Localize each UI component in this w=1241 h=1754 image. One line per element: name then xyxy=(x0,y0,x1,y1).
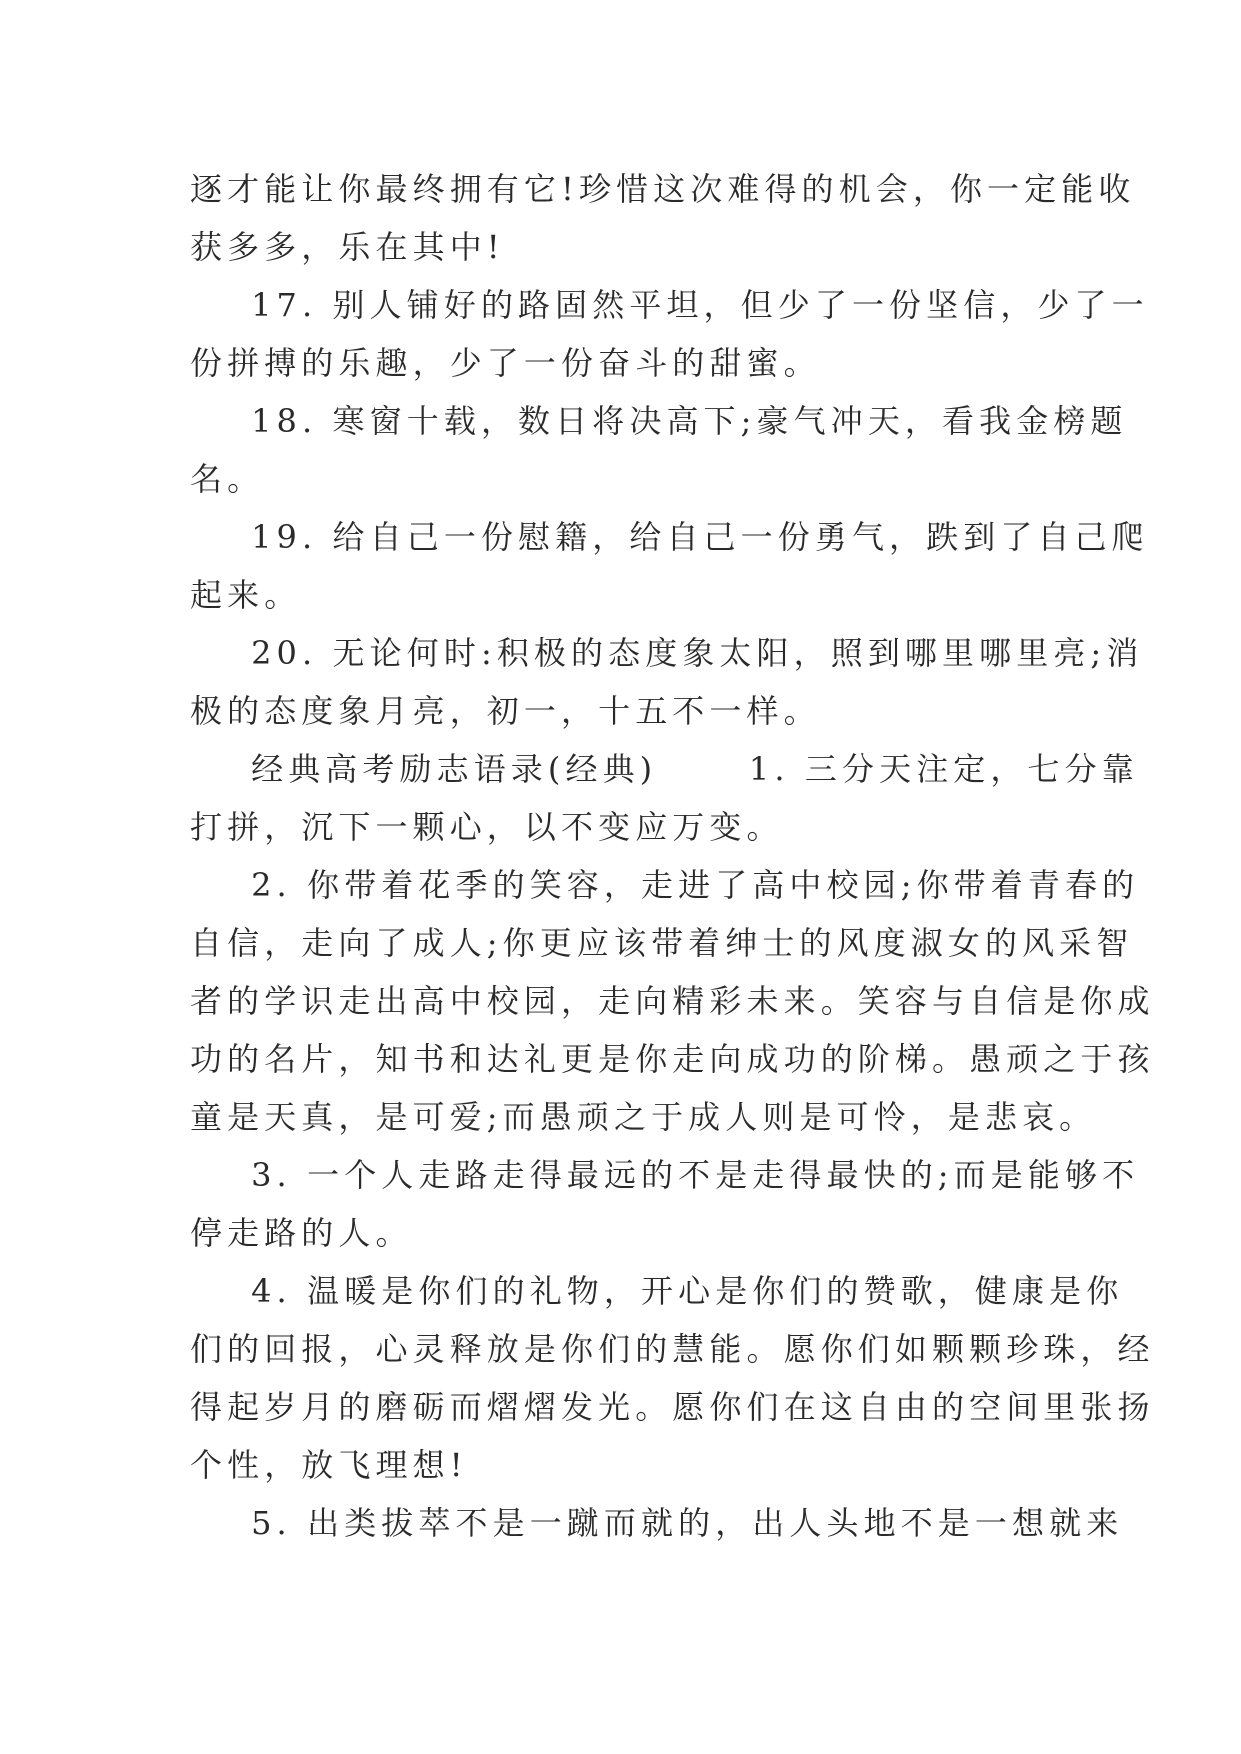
text-line: 3. 一个人走路走得最远的不是走得最快的;而是能够不 xyxy=(190,1156,1140,1194)
text-line: 起来。 xyxy=(190,576,302,614)
text-line: 功的名片，知书和达礼更是你走向成功的阶梯。愚顽之于孩 xyxy=(190,1040,1155,1078)
document-body xyxy=(190,160,1155,1552)
text-line: 2. 你带着花季的笑容，走进了高中校园;你带着青春的 xyxy=(190,866,1140,904)
text-line: 停走路的人。 xyxy=(190,1214,413,1252)
text-line: 名。 xyxy=(190,460,265,498)
text-line: 5. 出类拔萃不是一蹴而就的，出人头地不是一想就来 xyxy=(190,1504,1124,1542)
text-line: 逐才能让你最终拥有它!珍惜这次难得的机会，你一定能收 xyxy=(190,170,1136,208)
text-line: 个性，放飞理想! xyxy=(190,1446,468,1484)
text-line: 者的学识走出高中校园，走向精彩未来。笑容与自信是你成 xyxy=(190,982,1155,1020)
text-line: 18. 寒窗十载，数日将决高下;豪气冲天，看我金榜题 xyxy=(190,402,1128,440)
text-line: 自信，走向了成人;你更应该带着绅士的风度淑女的风采智 xyxy=(190,924,1134,962)
text-line: 20. 无论何时:积极的态度象太阳，照到哪里哪里亮;消 xyxy=(190,634,1144,672)
text-line: 们的回报，心灵释放是你们的慧能。愿你们如颗颗珍珠，经 xyxy=(190,1330,1155,1368)
text-line: 极的态度象月亮，初一，十五不一样。 xyxy=(190,692,821,730)
text-line: 打拼，沉下一颗心，以不变应万变。 xyxy=(190,808,784,846)
text-line: 得起岁月的磨砺而熠熠发光。愿你们在这自由的空间里张扬 xyxy=(190,1388,1155,1426)
text-line: 17. 别人铺好的路固然平坦，但少了一份坚信，少了一 xyxy=(190,286,1149,324)
text-line: 童是天真，是可爱;而愚顽之于成人则是可怜，是悲哀。 xyxy=(190,1098,1097,1136)
text-line: 19. 给自己一份慰籍，给自己一份勇气，跌到了自己爬 xyxy=(190,518,1149,556)
section-heading-line: 经典高考励志语录(经典) 1. 三分天注定，七分靠 xyxy=(190,750,1139,788)
text-line: 获多多，乐在其中! xyxy=(190,228,505,266)
text-line: 份拼搏的乐趣，少了一份奋斗的甜蜜。 xyxy=(190,344,821,382)
text-line: 4. 温暖是你们的礼物，开心是你们的赞歌，健康是你 xyxy=(190,1272,1124,1310)
